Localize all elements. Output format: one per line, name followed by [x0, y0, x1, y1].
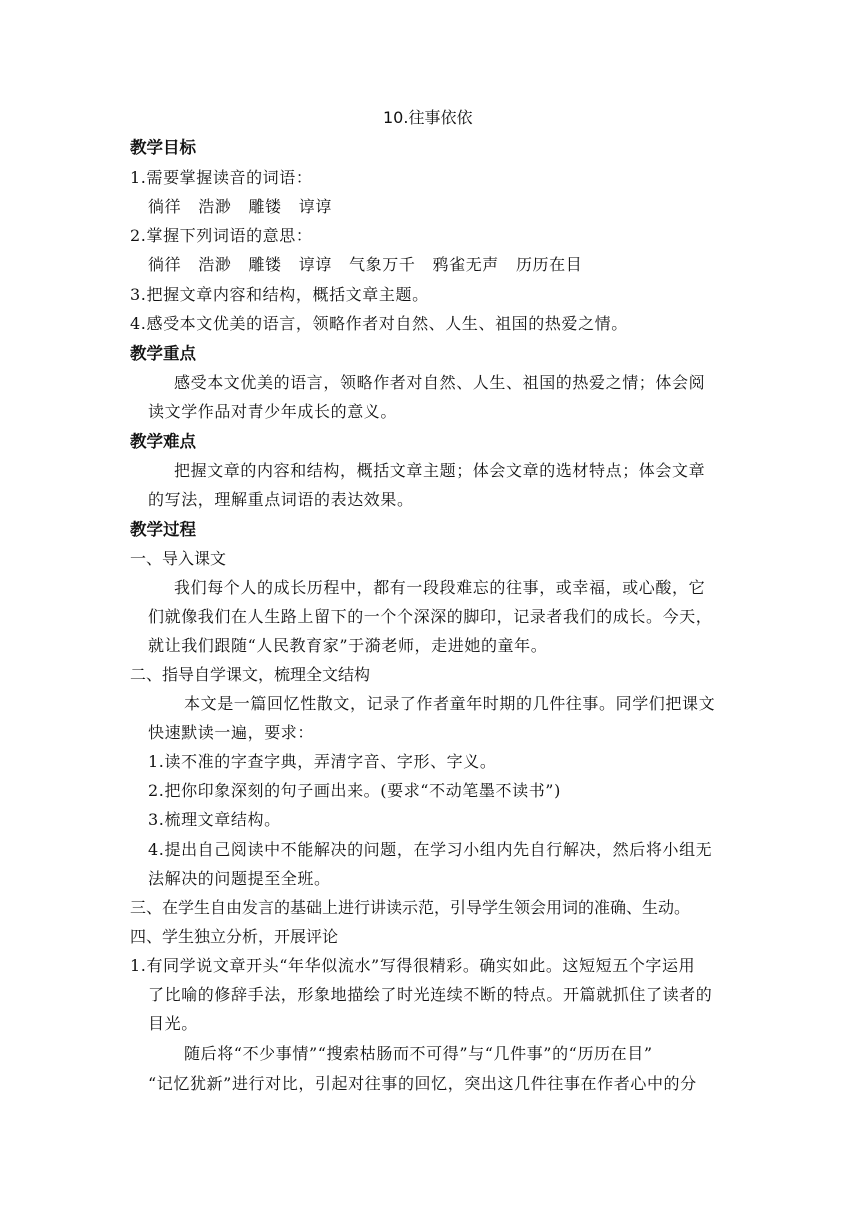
key-points-line-1: 感受本文优美的语言，领略作者对自然、人生、祖国的热爱之情；体会阅 — [174, 373, 706, 392]
part-4-p2-line-2: “记忆犹新”进行对比，引起对往事的回忆，突出这几件往事在作者心中的分 — [148, 1074, 697, 1093]
difficulties-line-1: 把握文章的内容和结构，概括文章主题；体会文章的选材特点；体会文章 — [174, 461, 706, 480]
requirement-1: 1.读不准的字查字典，弄清字音、字形、字义。 — [148, 752, 497, 771]
process-part-4-heading: 四、学生独立分析，开展评论 — [130, 927, 339, 946]
part-1-line-1: 我们每个人的成长历程中，都有一段段难忘的往事，或幸福，或心酸，它 — [174, 578, 706, 597]
heading-teaching-process: 教学过程 — [130, 520, 196, 539]
goal-item-2-words: 徜徉 浩渺 雕镂 谆谆 气象万千 鸦雀无声 历历在目 — [148, 255, 583, 274]
goal-item-1: 1.需要掌握读音的词语： — [130, 168, 313, 187]
requirement-2: 2.把你印象深刻的句子画出来。(要求“不动笔墨不读书”) — [148, 781, 561, 800]
process-part-1-heading: 一、导入课文 — [130, 549, 227, 568]
key-points-line-2: 读文学作品对青少年成长的意义。 — [148, 402, 398, 421]
process-part-2-heading: 二、指导自学课文，梳理全文结构 — [130, 665, 371, 684]
difficulties-line-2: 的写法，理解重点词语的表达效果。 — [148, 490, 414, 509]
part-4-p2-line-1: 随后将“不少事情”“搜索枯肠而不可得”与“几件事”的“历历在目” — [184, 1044, 653, 1063]
page-title: 10.往事依依 — [383, 108, 473, 127]
heading-difficulties: 教学难点 — [130, 432, 196, 451]
heading-key-points: 教学重点 — [130, 344, 196, 363]
part-1-line-3: 就让我们跟随“人民教育家”于漪老师，走进她的童年。 — [148, 636, 548, 655]
goal-item-2: 2.掌握下列词语的意思： — [130, 226, 313, 245]
heading-teaching-goals: 教学目标 — [130, 138, 196, 157]
part-2-line-2: 快速默读一遍，要求： — [148, 723, 315, 742]
part-1-line-2: 们就像我们在人生路上留下的一个个深深的脚印，记录者我们的成长。今天， — [148, 607, 713, 626]
requirement-3: 3.梳理文章结构。 — [148, 810, 281, 829]
process-part-3-heading: 三、在学生自由发言的基础上进行讲读示范，引导学生领会用词的准确、生动。 — [130, 898, 691, 917]
requirement-4-line-1: 4.提出自己阅读中不能解决的问题，在学习小组内先自行解决，然后将小组无 — [148, 840, 713, 859]
goal-item-1-words: 徜徉 浩渺 雕镂 谆谆 — [148, 197, 332, 216]
goal-item-4: 4.感受本文优美的语言，领略作者对自然、人生、祖国的热爱之情。 — [130, 314, 628, 333]
goal-item-3: 3.把握文章内容和结构，概括文章主题。 — [130, 285, 429, 304]
part-4-p1-line-2: 了比喻的修辞手法，形象地描绘了时光连续不断的特点。开篇就抓住了读者的 — [148, 985, 713, 1004]
part-4-p1-line-3: 目光。 — [148, 1014, 198, 1033]
part-2-line-1: 本文是一篇回忆性散文，记录了作者童年时期的几件往事。同学们把课文 — [184, 694, 716, 713]
part-4-p1-line-1: 1.有同学说文章开头“年华似流水”写得很精彩。确实如此。这短短五个字运用 — [130, 956, 696, 975]
requirement-4-line-2: 法解决的问题提至全班。 — [148, 869, 331, 888]
